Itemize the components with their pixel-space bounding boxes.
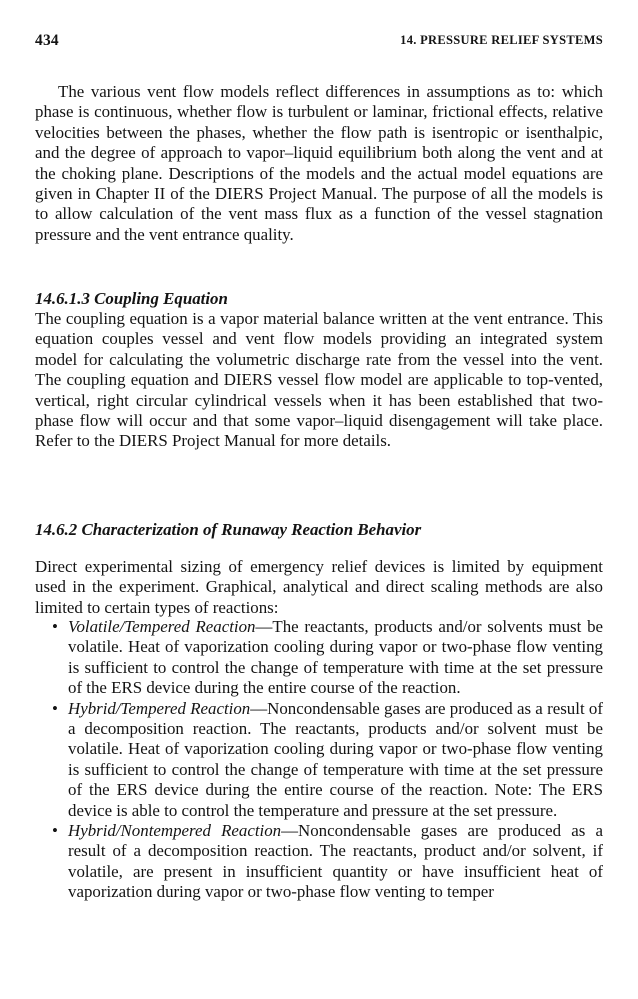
reaction-term: Hybrid/Tempered Reaction	[68, 698, 251, 718]
reaction-term: Volatile/Tempered Reaction	[68, 617, 256, 636]
subsection-heading: 14.6.1.3 Coupling Equation	[35, 289, 228, 308]
coupling-equation-paragraph: The coupling equation is a vapor material balance written at the vent entrance. This equation couples vessel and vent flow models providing an integrated system model for calculating the volumetric discharge rate from the vessel into the vent. The coupling equation and DIERS vessel flow model are applicable to top-vented, vertical, right circular cylindrical vessels when it has been established that two-phase flow will occur and that some vapor–liquid disengagement will take place. Refer to the DIERS Project Manual for more details.	[35, 309, 603, 451]
page-header	[35, 32, 603, 54]
running-head: 14. PRESSURE RELIEF SYSTEMS	[400, 33, 603, 47]
reaction-description: —Noncondensable gases are produced as a result of a decomposition reaction. The reactants, products and/or solvent must be volatile. Heat of vaporization cooling during vapor or two-phase flow venting is sufficient to control the change of temperature with time at the set pressure of the ERS device during the entire course of the reaction. Note: The ERS device is able to control the temperature and pressure at the set pressure.	[68, 698, 603, 820]
runaway-reaction-paragraph: Direct experimental sizing of emergency relief devices is limited by equipment used in the experiment. Graphical, analytical and direct scaling methods are also limited to certain types of reactions:	[35, 557, 603, 617]
reaction-description: —Noncondensable gases are produced as a result of a decomposition reaction. The reactants, product and/or solvent, if volatile, are present in insufficient quantity or have insufficient heat of vaporization during vapor or two-phase flow venting to temper	[68, 821, 603, 902]
bullet-marker: •	[52, 821, 58, 841]
page-number: 434	[35, 32, 59, 49]
bullet-marker: •	[52, 617, 58, 636]
list-item	[35, 699, 603, 821]
section-heading: 14.6.2 Characterization of Runaway Reaction Behavior	[35, 520, 422, 539]
intro-paragraph: The various vent flow models reflect differences in assumptions as to: which phase is continuous, whether flow is turbulent or laminar, frictional effects, relative velocities between the phases, whether the flow path is isentropic or isenthalpic, and the degree of approach to vapor–liquid equilibrium both along the vent and at the choking plane. Descriptions of the models and the actual model equations are given in Chapter II of the DIERS Project Manual. The purpose of all the models is to allow calculation of the vent mass flux as a function of the vessel stagnation pressure and the vent entrance quality.	[35, 82, 603, 244]
list-item	[35, 821, 603, 903]
list-item	[35, 617, 603, 699]
reaction-type-list	[35, 617, 603, 903]
bullet-marker: •	[52, 698, 58, 718]
reaction-description: —The reactants, products and/or solvents must be volatile. Heat of vaporization cooling during vapor or two-phase flow venting is sufficient to control the change of temperature with time at the set pressure of the ERS device during the entire course of the reaction.	[68, 617, 604, 698]
reaction-term: Hybrid/Nontempered Reaction	[68, 821, 282, 841]
